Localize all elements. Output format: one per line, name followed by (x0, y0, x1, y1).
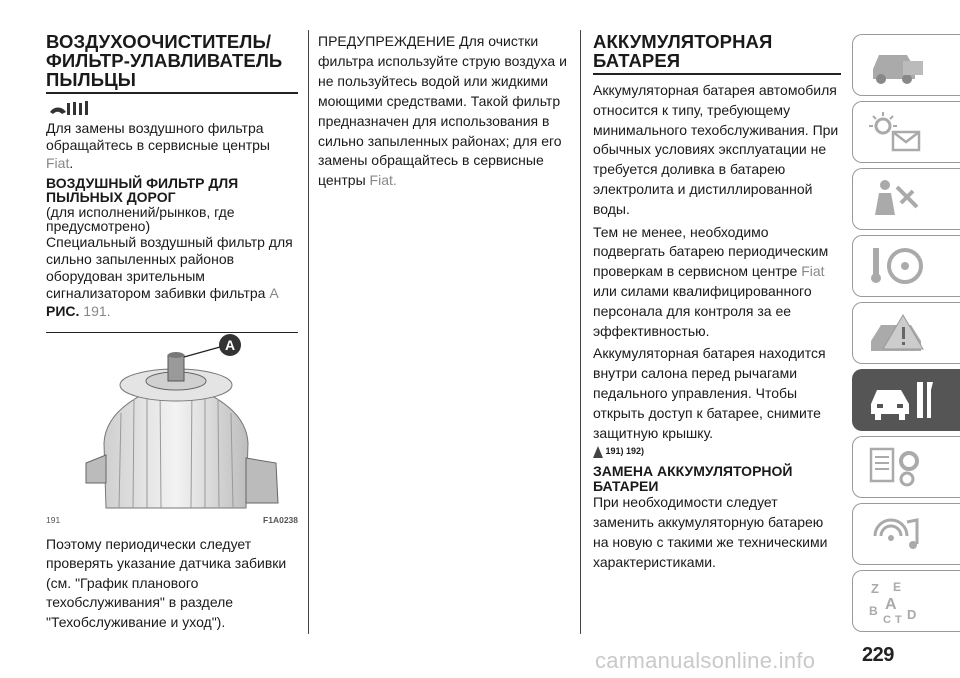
svg-text:Z: Z (871, 581, 879, 596)
multimedia-icon (867, 512, 927, 556)
section-title-battery: АККУМУЛЯТОРНАЯ БАТАРЕЯ (593, 32, 841, 75)
figure-code: F1A0238 (263, 514, 298, 525)
dusty-roads-filter-title: ВОЗДУШНЫЙ ФИЛЬТР ДЛЯ ПЫЛЬНЫХ ДОРОГ (46, 174, 239, 206)
chapter-tabs (852, 34, 960, 637)
battery-paragraph-3: Аккумуляторная батарея находится внутри салона перед рычагами педального управления. Чтобы открыть доступ к батарее, снимите защитную крышку. (593, 345, 826, 441)
right-column (593, 32, 841, 576)
svg-text:D: D (907, 607, 917, 622)
section-title-air-cleaner: ВОЗДУХООЧИСТИТЕЛЬ/ ФИЛЬТР-УЛАВЛИВАТЕЛЬ ПЫЛЬЦЫ (46, 32, 298, 94)
warning-lights-icon (867, 110, 927, 154)
emergency-icon (867, 311, 927, 355)
svg-text:B: B (869, 604, 878, 618)
watermark: carmanualsonline.info (595, 648, 816, 673)
warning-note-icon (593, 446, 603, 458)
middle-column (318, 32, 572, 194)
brand-name: Fiat (46, 154, 70, 171)
dusty-filter-paragraph: Специальный воздушный фильтр для сильно запыленных районов оборудован зрительным сигнализатором забивки фильтра A РИС. 191. (46, 233, 293, 319)
figure-ref-number: 191. (83, 302, 111, 319)
battery-paragraph-1: Аккумуляторная батарея автомобиля относится к типу, требующему минимального техобслуживания. При обычных условиях эксплуатации не требуется доливка в батарею электролита и дистиллированной воды. (593, 82, 839, 217)
figure-number: 191 (46, 514, 61, 525)
battery-paragraph-2: Тем не менее, необходимо подвергать батарею периодическим проверкам в сервисном центре Fiat или силами квалифицированного персонала для контроля за ее эффективностью. (593, 223, 829, 339)
tab-maintenance[interactable] (852, 369, 960, 431)
maintenance-icon (48, 100, 298, 118)
tab-multimedia[interactable] (852, 503, 960, 565)
svg-text:T: T (895, 614, 902, 623)
figure-caption (46, 515, 298, 527)
battery-replacement-paragraph: При необходимости следует заменить аккумуляторную батарею на новую с такими же техническими характеристиками. (593, 494, 828, 570)
ref-letter: A (269, 285, 279, 302)
column-divider (308, 30, 309, 634)
tab-technical-data[interactable] (852, 436, 960, 498)
starting-driving-icon (867, 244, 927, 288)
svg-text:A: A (885, 596, 897, 613)
warning-paragraph: ПРЕДУПРЕЖДЕНИЕ Для очистки фильтра используйте струю воздуха и не пользуйтесь водой или жидкими моющими средствами. Такой фильтр предназначен для использования в сильно запыленных районах; для его замены обращайтесь в сервисные центры Fiat. (318, 33, 567, 189)
page-number: 229 (862, 644, 894, 666)
column-divider (580, 30, 581, 634)
intro-paragraph: Для замены воздушного фильтра обращайтесь в сервисные центры Fiat. (46, 120, 270, 171)
tab-emergency[interactable] (852, 302, 960, 364)
figure-callout-a: A (224, 336, 236, 353)
figure-ref: РИС. (46, 302, 80, 319)
dashboard-car-icon (867, 43, 927, 87)
battery-replacement-title: ЗАМЕНА АККУМУЛЯТОРНОЙ БАТАРЕИ (593, 463, 793, 494)
air-filter-illustration (46, 333, 298, 513)
notes-ref: 191) 192) (593, 446, 841, 458)
tab-safety[interactable] (852, 168, 960, 230)
tab-dashboard[interactable] (852, 34, 960, 96)
tab-index[interactable] (852, 570, 960, 632)
svg-text:C: C (883, 614, 891, 623)
brand-name: Fiat. (369, 172, 397, 189)
tab-warning-lights[interactable] (852, 101, 960, 163)
left-column (46, 32, 298, 635)
maintenance-car-icon (867, 378, 937, 422)
brand-name: Fiat (801, 263, 825, 280)
index-icon (867, 579, 927, 623)
svg-text:E: E (893, 580, 902, 594)
technical-data-icon (867, 445, 927, 489)
figure-air-filter (46, 332, 298, 513)
check-indicator-paragraph: Поэтому периодически следует проверять указание датчика забивки (см. "График планового техобслуживания" в разделе "Техобслуживание и уход"). (46, 535, 287, 630)
market-note: (для исполнений/рынков, где предусмотрено) (46, 203, 235, 235)
safety-airbag-icon (867, 177, 927, 221)
tab-starting-driving[interactable] (852, 235, 960, 297)
